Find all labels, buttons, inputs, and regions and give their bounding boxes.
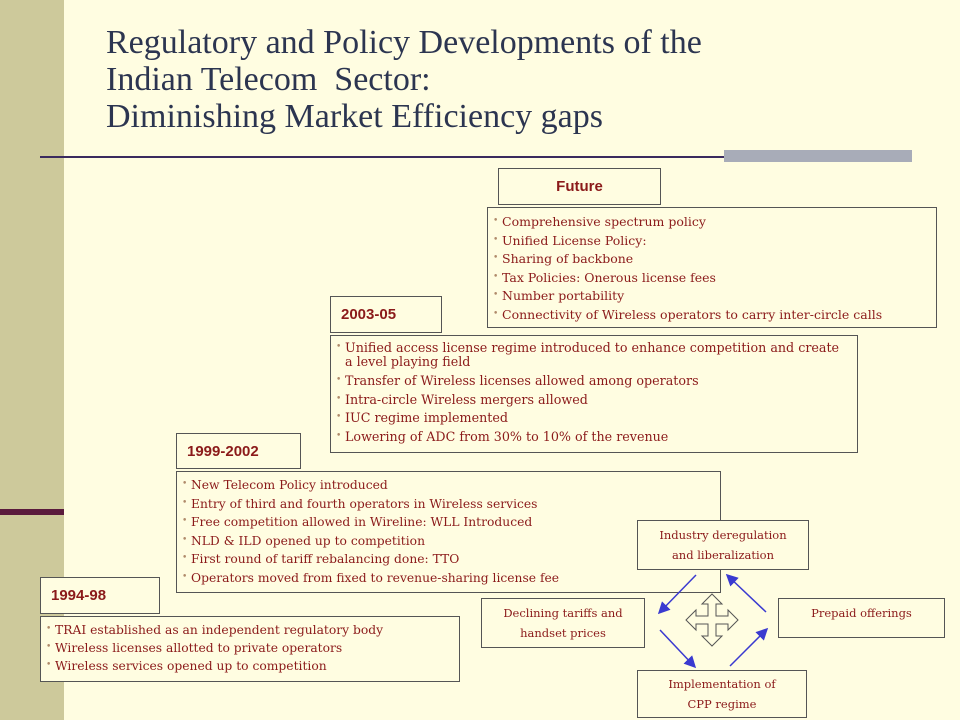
title-accent-bar xyxy=(724,150,912,162)
list-item: • New Telecom Policy introduced xyxy=(185,476,712,495)
list-item: • Wireless services opened up to competition xyxy=(49,657,451,675)
cycle-diagram xyxy=(652,570,772,670)
era-label-future xyxy=(498,168,661,205)
list-item: • IUC regime implemented xyxy=(339,409,849,428)
left-bar-accent xyxy=(0,509,64,515)
list-item: • Intra-circle Wireless mergers allowed xyxy=(339,391,849,410)
cycle-box-prepaid xyxy=(778,598,945,638)
list-item: • First round of tariff rebalancing done: TTO xyxy=(185,550,712,569)
list-item: • Connectivity of Wireless operators to carry inter-circle calls xyxy=(496,306,928,325)
list-item: • Wireless licenses allotted to private operators xyxy=(49,639,451,657)
list-item: • NLD & ILD opened up to competition xyxy=(185,532,712,551)
list-item: • Unified License Policy: xyxy=(496,232,928,251)
era-label-1994-98 xyxy=(40,577,160,614)
four-way-arrow-icon xyxy=(686,594,738,646)
cycle-text: Industry deregulation xyxy=(659,528,787,542)
list-item: • TRAI established as an independent regulatory body xyxy=(49,621,451,639)
era-label-1999-2002 xyxy=(176,433,301,469)
era-1994-box xyxy=(40,616,460,682)
cycle-text: Declining tariffs and xyxy=(503,606,623,620)
future-box xyxy=(487,207,937,328)
list-item: • Tax Policies: Onerous license fees xyxy=(496,269,928,288)
arrow-icon xyxy=(730,630,766,666)
list-item: • Sharing of backbone xyxy=(496,250,928,269)
cycle-text: handset prices xyxy=(520,626,606,640)
cycle-box-cpp xyxy=(637,670,807,718)
cycle-text: Prepaid offerings xyxy=(811,606,912,620)
cycle-text: Implementation of xyxy=(668,677,776,691)
arrow-icon xyxy=(728,576,766,612)
arrow-icon xyxy=(660,575,696,612)
list-item: • Comprehensive spectrum policy xyxy=(496,213,928,232)
list-item: • Entry of third and fourth operators in Wireless services xyxy=(185,495,712,514)
arrow-icon xyxy=(660,630,694,666)
era-label-future-text: Future xyxy=(556,178,603,195)
era-label-1994-text: 1994-98 xyxy=(51,587,107,604)
era-label-1999-text: 1999-2002 xyxy=(187,442,259,460)
cycle-box-tariffs xyxy=(481,598,645,648)
list-item: • Number portability xyxy=(496,287,928,306)
title-line-2: Indian Telecom Sector: xyxy=(106,61,431,98)
list-item: • Free competition allowed in Wireline: WLL Introduced xyxy=(185,513,712,532)
cycle-box-deregulation xyxy=(637,520,809,570)
era-2003-box xyxy=(330,335,858,453)
era-label-2003-05 xyxy=(330,296,442,333)
list-item: • Unified access license regime introduced to enhance competition and create a level playing field xyxy=(339,341,849,372)
title-line-1: Regulatory and Policy Developments of the xyxy=(106,24,702,61)
list-item: • Operators moved from fixed to revenue-sharing license fee xyxy=(185,569,712,588)
list-item: • Transfer of Wireless licenses allowed among operators xyxy=(339,372,849,391)
cycle-text: and liberalization xyxy=(671,548,775,562)
slide-title xyxy=(106,24,946,135)
cycle-text: CPP regime xyxy=(687,697,757,711)
era-label-2003-text: 2003-05 xyxy=(341,306,397,323)
list-item: • Lowering of ADC from 30% to 10% of the revenue xyxy=(339,428,849,447)
title-line-3: Diminishing Market Efficiency gaps xyxy=(106,98,603,135)
